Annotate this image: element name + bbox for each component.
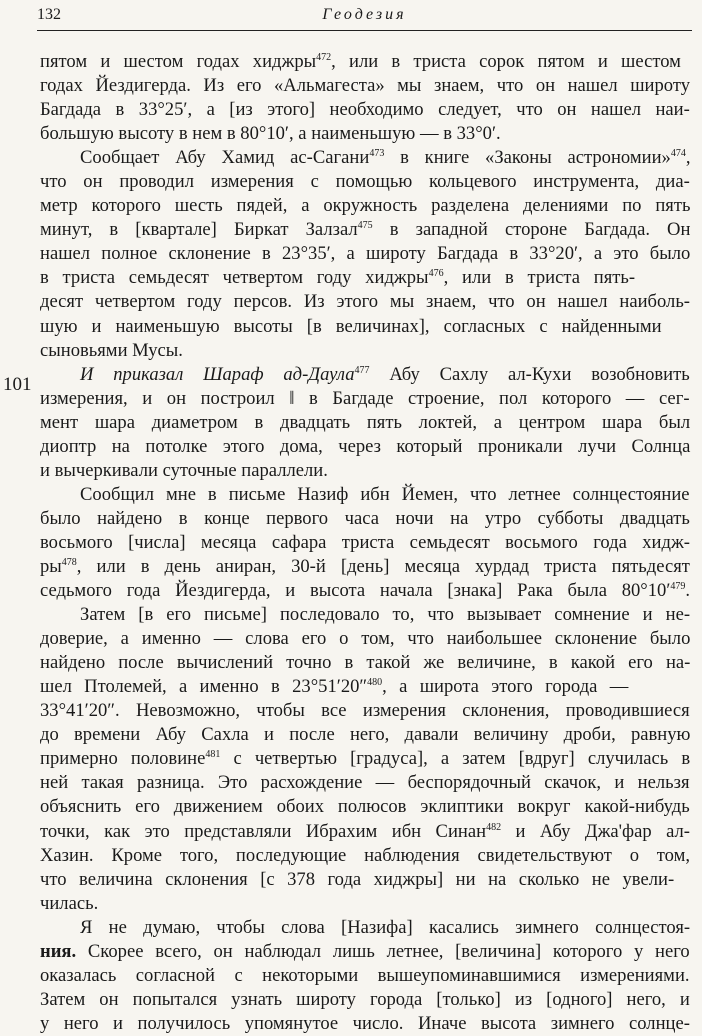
text-line bbox=[40, 339, 690, 363]
text-segment: И приказал Шараф ад-Даула bbox=[80, 363, 355, 385]
text-line bbox=[40, 916, 690, 940]
text-line bbox=[40, 363, 690, 387]
text-segment: до времени Абу Сахла и после него, давали величину дроби, равную bbox=[40, 724, 691, 746]
text-segment: восьмого [числа] месяца сафара триста семьдесят восьмого года хидж- bbox=[40, 531, 690, 553]
text-line bbox=[40, 50, 690, 74]
text-segment: мент шара диаметром в двадцать пять локтей, а центром шара был bbox=[40, 411, 691, 433]
text-segment: оказалась согласной с некоторыми вышеупоминавшимися измерениями. bbox=[40, 964, 690, 986]
text-segment: доверие, а именно — слова его о том, что наибольшее склонение было bbox=[40, 628, 691, 650]
text-segment: метр которого шесть пядей, а окружность разделена делениями по пять bbox=[40, 195, 691, 217]
text-segment: 33°41′20″. Невозможно, чтобы все измерения склонения, проводившиеся bbox=[40, 700, 690, 722]
text-line bbox=[40, 795, 690, 819]
footnote-ref: 479 bbox=[670, 581, 686, 593]
text-line bbox=[40, 483, 690, 507]
text-line bbox=[40, 122, 690, 146]
text-segment: годах Йездигерда. Из его «Альмагеста» мы знаем, что он нашел широту bbox=[40, 75, 691, 97]
text-segment: Я не думаю, чтобы слова [Назифа] касались зимнего солнцестоя- bbox=[80, 916, 691, 938]
text-segment: измерения, и он построил ‖ в Багдаде строение, пол которого — сег- bbox=[40, 387, 690, 409]
text-segment: объяснить его движением обоих полюсов эклиптики вокруг какой-нибудь bbox=[40, 796, 690, 818]
text-segment: , или в триста пять- bbox=[443, 267, 636, 289]
text-line bbox=[40, 940, 690, 964]
text-segment: что он проводил измерения с помощью кольцевого инструмента, диа- bbox=[40, 171, 690, 193]
footnote-ref: 474 bbox=[670, 148, 686, 160]
text-segment: точки, как это представляли Ибрахим ибн Синан bbox=[40, 820, 487, 842]
text-segment: шел Птолемей, а именно в 23°51′20″ bbox=[40, 676, 368, 698]
text-segment: Абу Сахлу ал-Кухи возобновить bbox=[369, 363, 690, 385]
text-segment: , или в день аниран, 30-й [день] месяца хурдад триста пятьдесят bbox=[76, 555, 690, 577]
text-line bbox=[40, 579, 690, 603]
text-segment: найдено после вычислений точно в такой же величине, в какой его на- bbox=[40, 652, 691, 674]
text-line bbox=[40, 1012, 690, 1036]
text-segment: ней такая разница. Это расхождение — беспорядочный скачок, и нельзя bbox=[40, 772, 690, 794]
text-line bbox=[40, 555, 690, 579]
footnote-ref: 472 bbox=[316, 52, 332, 63]
text-segment: шую и наименьшую высоты [в величинах], согласных с найденными bbox=[40, 315, 662, 337]
text-segment: и Абу Джа'фар ал- bbox=[501, 820, 690, 842]
text-line bbox=[40, 771, 690, 795]
text-line bbox=[40, 74, 690, 98]
text-segment: пятом и шестом годах хиджры bbox=[40, 51, 317, 72]
text-line bbox=[40, 435, 690, 459]
text-line bbox=[40, 266, 690, 290]
page-number: 132 bbox=[37, 6, 61, 23]
text-line bbox=[40, 315, 690, 339]
text-segment: было найдено в конце первого часа ночи на утро субботы двадцать bbox=[40, 507, 690, 529]
text-segment: . bbox=[685, 580, 691, 602]
text-segment: и вычеркивали суточные параллели. bbox=[40, 459, 328, 481]
text-line bbox=[40, 627, 690, 651]
footnote-ref: 478 bbox=[61, 556, 77, 568]
text-line bbox=[40, 844, 690, 868]
text-line bbox=[40, 723, 690, 747]
text-segment: в западной стороне Багдада. Он bbox=[372, 219, 691, 241]
text-segment: минут, в [квартале] Биркат Залзал bbox=[40, 219, 358, 241]
text-line bbox=[40, 387, 690, 411]
text-segment: Скорее всего, он наблюдал лишь летнее, [величина] которого у него bbox=[76, 940, 690, 962]
text-line bbox=[40, 699, 690, 723]
text-line bbox=[40, 194, 690, 218]
text-segment: Багдада в 33°25′, а [из этого] необходимо следует, что он нашел наи- bbox=[40, 99, 690, 121]
text-segment: ния. bbox=[40, 940, 77, 962]
text-segment: сыновьями Мусы. bbox=[40, 339, 183, 361]
text-segment: Затем он попытался узнать широту города [только] из [одного] него, и bbox=[40, 988, 690, 1010]
text-line bbox=[40, 242, 690, 266]
text-segment: примерно половине bbox=[40, 748, 206, 770]
footnote-ref: 481 bbox=[205, 749, 221, 761]
text-line bbox=[40, 290, 690, 314]
text-line bbox=[40, 868, 690, 892]
text-segment: в триста семьдесят четвертом году хиджры bbox=[40, 267, 429, 289]
text-line bbox=[40, 218, 690, 242]
text-line bbox=[40, 675, 690, 699]
text-segment: , bbox=[685, 147, 691, 169]
text-segment: Сообщает Абу Хамид ас-Сагани bbox=[80, 147, 370, 169]
text-segment: в книге «Законы астрономии» bbox=[384, 147, 671, 169]
text-line bbox=[40, 459, 690, 483]
text-segment: Затем [в его письме] последовало то, что вызывает сомнение и не- bbox=[80, 604, 691, 626]
text-line bbox=[40, 964, 690, 988]
text-segment: Хазин. Кроме того, последующие наблюдения свидетельствуют о том, bbox=[40, 844, 691, 866]
text-segment: большую высоту в нем в 80°10′, а наименьшую — в 33°0′. bbox=[40, 123, 501, 145]
text-line bbox=[40, 170, 690, 194]
footnote-ref: 477 bbox=[354, 364, 370, 376]
text-line bbox=[40, 603, 690, 627]
footnote-ref: 476 bbox=[428, 268, 444, 280]
text-line bbox=[40, 146, 690, 170]
text-line bbox=[40, 507, 690, 531]
text-segment: Сообщил мне в письме Назиф ибн Йемен, что летнее солнцестояние bbox=[80, 483, 690, 505]
body-text bbox=[40, 50, 690, 1036]
text-segment: диоптр на потолке этого дома, через который проникали лучи Солнца bbox=[40, 435, 691, 457]
text-line bbox=[40, 411, 690, 435]
running-title: Геодезия bbox=[322, 6, 407, 23]
text-segment: десят четвертом году персов. Из этого мы знаем, что он нашел наиболь- bbox=[40, 291, 691, 313]
text-line bbox=[40, 651, 690, 675]
text-segment: , а широта этого города — bbox=[382, 676, 629, 698]
text-line bbox=[40, 892, 690, 916]
footnote-ref: 482 bbox=[486, 821, 502, 833]
text-line bbox=[40, 820, 690, 844]
text-segment: нашел полное склонение в 23°35′, а широту Багдада в 33°20′, а это было bbox=[40, 243, 691, 265]
margin-page-reference: 101 bbox=[3, 374, 32, 395]
text-segment: , или в триста сорок пятом и шестом bbox=[331, 51, 681, 72]
text-segment: что величина склонения [с 378 года хиджры] ни на сколько не увели- bbox=[40, 868, 675, 890]
text-line bbox=[40, 747, 690, 771]
text-segment: у него и получилось упомянутое число. Иначе высота зимнего солнце- bbox=[40, 1012, 690, 1034]
footnote-ref: 473 bbox=[369, 148, 385, 160]
footnote-ref: 475 bbox=[357, 220, 373, 232]
text-line bbox=[40, 531, 690, 555]
text-segment: с четвертью [градуса], а затем [вдруг] случилась в bbox=[220, 748, 691, 770]
text-line bbox=[40, 98, 690, 122]
page-header bbox=[37, 4, 692, 31]
text-segment: ры bbox=[40, 555, 62, 577]
text-segment: чилась. bbox=[40, 892, 99, 914]
footnote-ref: 480 bbox=[367, 677, 383, 689]
text-segment: седьмого года Йездигерда, и высота начала [знака] Рака была 80°10′ bbox=[40, 580, 671, 602]
